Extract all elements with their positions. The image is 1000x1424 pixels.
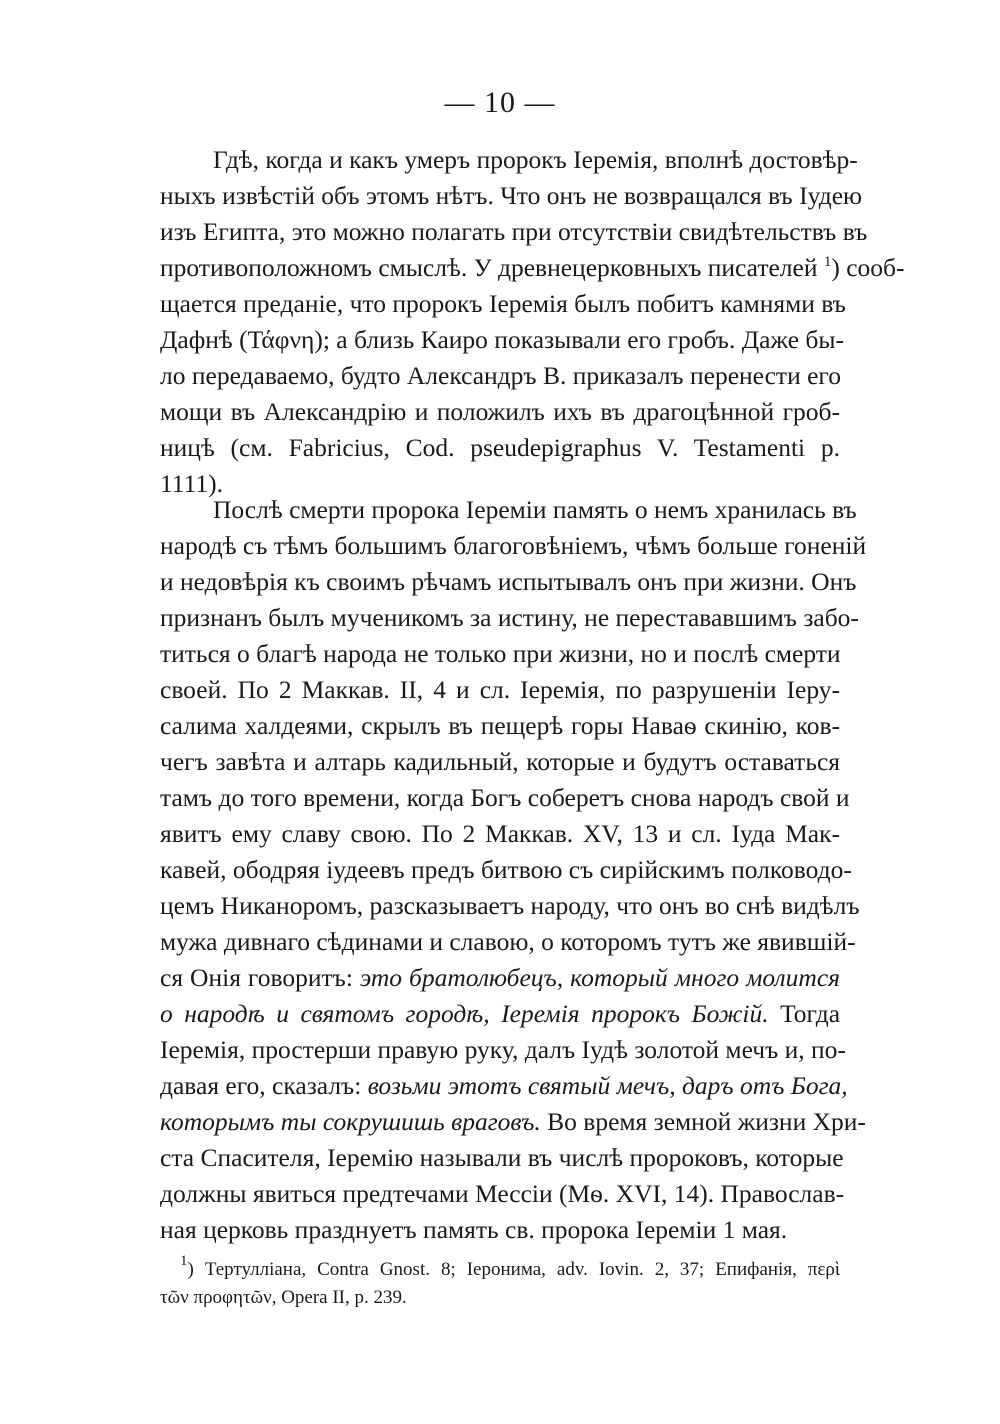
text-line: титься о благѣ народа не только при жизни, но и послѣ смерти xyxy=(160,639,841,668)
text-line: и недовѣрія къ своимъ рѣчамъ испытывалъ онъ при жизни. Онъ xyxy=(160,567,857,596)
text-line: Гдѣ, когда и какъ умеръ пророкъ Іеремія, вполнѣ достовѣр- xyxy=(213,145,858,174)
text-line: ная церковь празднуетъ память св. пророка Іереміи 1 мая. xyxy=(160,1215,788,1244)
text-segment: давая его, сказалъ: xyxy=(160,1071,362,1100)
paragraph-2 xyxy=(160,492,867,1248)
text-line-with-quote xyxy=(160,1104,866,1140)
text-line-with-quote xyxy=(160,960,840,996)
text-line: 1111). xyxy=(160,469,224,498)
paragraph-1 xyxy=(160,142,905,502)
footnote-line xyxy=(160,1253,840,1284)
text-line: явитъ ему славу свою. По 2 Маккав. XV, 13 и сл. Іуда Мак- xyxy=(160,819,840,848)
page-number: — 10 — xyxy=(444,86,556,119)
text-line: изъ Египта, это можно полагать при отсутствіи свидѣтельствъ въ xyxy=(160,217,868,246)
text-line: ницѣ (см. Fabricius, Cod. pseudepigraphus V. Testamenti p. xyxy=(160,433,840,462)
text-line: чегъ завѣта и алтарь кадильный, которые и будутъ оставаться xyxy=(160,747,840,776)
text-segment: Во время земной жизни Хри- xyxy=(547,1107,866,1136)
text-segment: противоположномъ смыслѣ. У древнецерковныхъ писателей xyxy=(160,253,818,282)
text-line: салима халдеями, скрылъ въ пещерѣ горы Наваѳ скинію, ков- xyxy=(160,711,840,740)
text-line: Дафнѣ (Τάφνη); а близь Каиро показывали его гробъ. Даже бы- xyxy=(160,325,845,354)
text-line: щается преданіе, что пророкъ Іеремія былъ побитъ камнями въ xyxy=(160,289,846,318)
text-line: ста Спасителя, Іеремію называли въ числѣ пророковъ, которые xyxy=(160,1143,844,1172)
text-line: ло передаваемо, будто Александръ В. приказалъ перенести его xyxy=(160,361,841,390)
text-line: признанъ былъ мученикомъ за истину, не перестававшимъ забо- xyxy=(160,603,859,632)
italic-quote: это братолюбецъ, который много молится xyxy=(359,963,840,992)
text-line: кавей, ободряя іудеевъ предъ битвою съ сирійскимъ полководо- xyxy=(160,855,852,884)
text-line: должны явиться предтечами Мессіи (Мѳ. XVI, 14). Православ- xyxy=(160,1179,845,1208)
italic-quote: возьми этотъ святый мечъ, даръ отъ Бога, xyxy=(367,1071,848,1100)
text-line-with-quote xyxy=(160,1068,848,1104)
footnotes xyxy=(160,1253,840,1312)
text-line: Іеремія, простерши правую руку, далъ Іудѣ золотой мечъ и, по- xyxy=(160,1035,846,1064)
italic-quote: о народѣ и святомъ городѣ, Іеремія пророкъ Божій. xyxy=(160,999,769,1028)
text-line: мужа дивнаго сѣдинами и славою, о которомъ тутъ же явившій- xyxy=(160,927,856,956)
text-line: Послѣ смерти пророка Іереміи память о немъ хранилась въ xyxy=(213,495,857,524)
text-line: ныхъ извѣстій объ этомъ нѣтъ. Что онъ не возвращался въ Іудею xyxy=(160,181,863,210)
text-line-with-quote xyxy=(160,996,840,1032)
text-segment: Тогда xyxy=(780,999,841,1028)
footnote-reference[interactable]: 1 xyxy=(823,254,832,270)
text-line: цемъ Никаноромъ, разсказываетъ народу, что онъ во снѣ видѣлъ xyxy=(160,891,860,920)
footnote-mark: 1 xyxy=(180,1253,188,1269)
text-segment: ) сооб- xyxy=(831,253,905,282)
footnote-line: τῶν προφητῶν, Opera II, p. 239. xyxy=(160,1287,407,1308)
text-segment: ся Онія говоритъ: xyxy=(160,963,353,992)
text-line-with-footnote xyxy=(160,250,905,286)
text-line: тамъ до того времени, когда Богъ соберетъ снова народъ свой и xyxy=(160,783,850,812)
footnote-text: ) Тертулліана, Contra Gnost. 8; Іеронима, adv. Iovin. 2, 37; Епифанія, περὶ xyxy=(187,1259,840,1280)
italic-quote: которымъ ты сокрушишь враговъ. xyxy=(160,1107,541,1136)
text-line: своей. По 2 Маккав. II, 4 и сл. Іеремія, по разрушеніи Іеру- xyxy=(160,675,840,704)
text-line: народѣ съ тѣмъ большимъ благоговѣніемъ, чѣмъ больше гоненій xyxy=(160,531,867,560)
text-line: мощи въ Александрію и положилъ ихъ въ драгоцѣнной гроб- xyxy=(160,397,840,426)
